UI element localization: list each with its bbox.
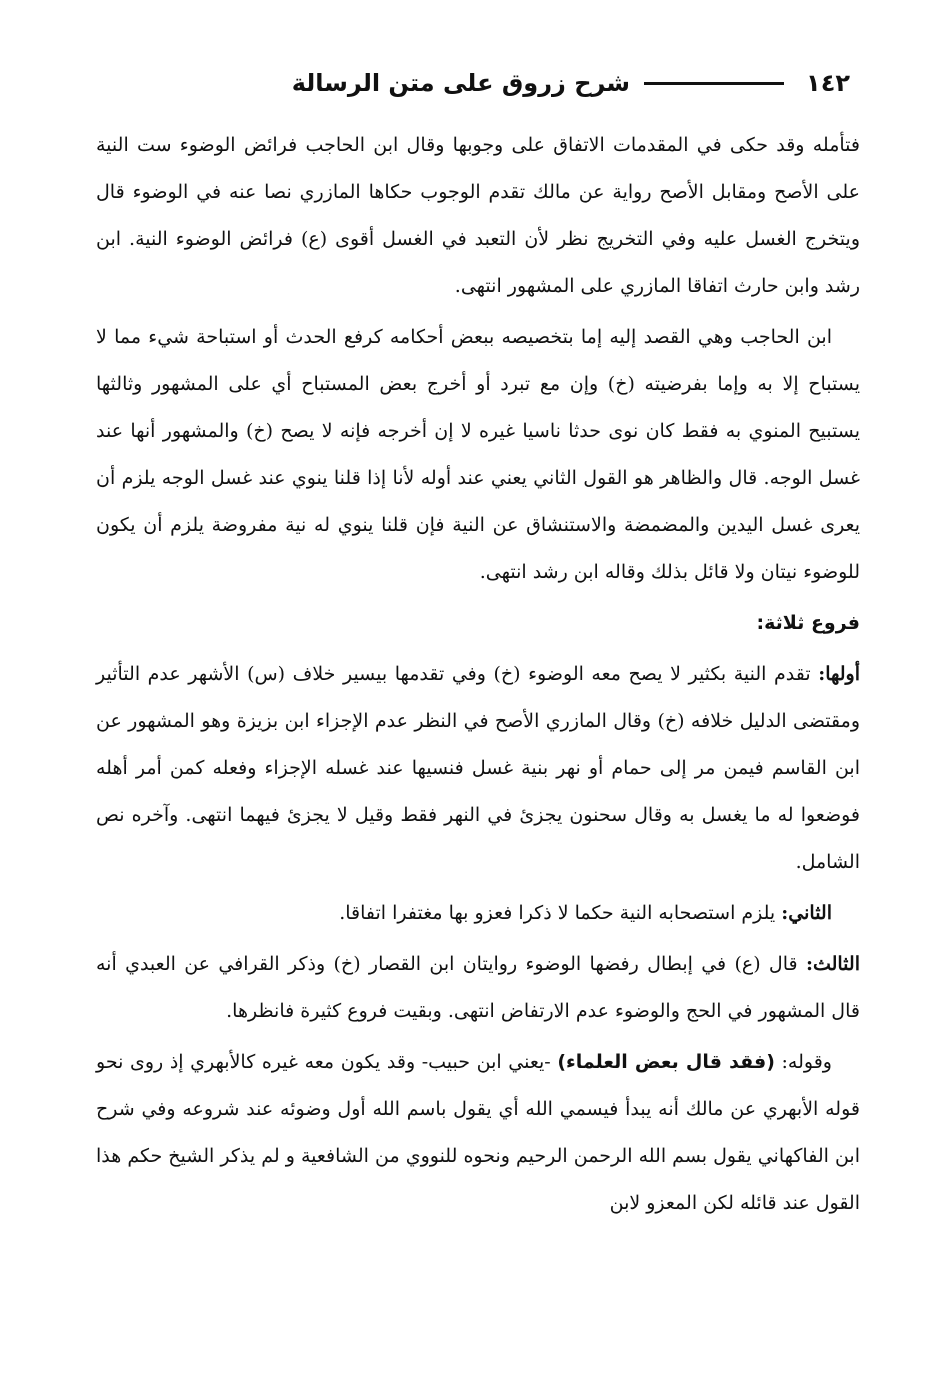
paragraph-lead: الثالث: [805,953,860,975]
page-number: ١٤٢ [806,69,850,97]
paragraph-text: قال (ع) في إبطال رفضها الوضوء روايتان ابن القصار (خ) وذكر القرافي عن العبدي أنه قال المشهور في الحج والوضوء عدم الارتفاض انتهى. وبقيت فروع كثيرة فانظرها. [96,953,860,1022]
paragraph-text: يلزم استصحابه النية حكما لا ذكرا فعزو بها مغتفرا اتفاقا. [339,902,782,924]
running-title: شرح زروق على متن الرسالة [291,69,631,97]
paragraph-lead: أولها: [818,663,860,685]
paragraph-2 [96,314,860,596]
paragraph-commentary [96,1039,860,1227]
paragraph-text: ابن الحاجب وهي القصد إليه إما بتخصيصه ببعض أحكامه كرفع الحدث أو استباحة شيء مما لا يستباح إلا به وإما بفرضيته (خ) وإن مع تبرد أو أخرج بعض المستباح أي على المشهور وثالثها يستبيح المنوي به فقط كان نوى حدثا ناسيا غيره لا إن أخرجه فإنه لا يصح (خ) والمشهور أنها عند غسل الوجه. قال والظاهر هو القول الثاني يعني عند أوله لأنا إذا قلنا ينوي عند غسل الوجه يلزم أن يعرى غسل اليدين والمضمضة والاستنشاق عن النية فإن قلنا ينوي له نية مفروضة يلزم أن يكون للوضوء نيتان ولا قائل بذلك وقاله ابن رشد انتهى. [96,326,861,583]
paragraph-second-branch [96,890,860,937]
page-header [108,62,850,104]
header-rule [644,82,784,85]
paragraph-lead: وقوله: [774,1051,832,1073]
paragraph-text: -يعني ابن حبيب- وقد يكون معه غيره كالأبهري إذ روى نحو قوله الأبهري عن مالك أنه يبدأ فيسمي الله أي يقول باسم الله أول وضوئه عند شروعه وفي شرح ابن الفاكهاني يقول بسم الله الرحمن الرحيم ونحوه للنووي من الشافعية و لم يذكر الشيخ حكم هذا القول عند قائله لكن المعزو لابن [96,1051,860,1214]
body-text [96,122,860,1231]
paragraph-third-branch [96,941,860,1035]
section-heading: فروع ثلاثة: [756,612,860,634]
paragraph-text: فتأمله وقد حكى في المقدمات الاتفاق على وجوبها وقال ابن الحاجب فرائض الوضوء ست النية على الأصح ومقابل الأصح رواية عن مالك تقدم الوجوب حكاها المازري نصا عنه في الوضوء قال ويتخرج الغسل عليه وفي التخريج نظر لأن التعبد في الغسل أقوى (ع) فرائض الوضوء النية. ابن رشد وابن حارث اتفاقا المازري على المشهور انتهى. [96,134,860,297]
paragraph-lead: الثاني: [781,902,832,924]
paragraph-1 [96,122,860,310]
quoted-text: (فقد قال بعض العلماء) [557,1051,775,1073]
paragraph-text: تقدم النية بكثير لا يصح معه الوضوء (خ) وفي تقدمها بيسير خلاف (س) الأشهر عدم التأثير ومقتضى الدليل خلافه (خ) وقال المازري الأصح في النظر عدم الإجزاء ابن بزيزة وهو المشهور عن ابن القاسم فيمن مر إلى حمام أو نهر بنية غسل فنسيها عند غسله الإجزاء وفعله كمن أمر أهله فوضعوا له ما يغسل به وقال سحنون يجزئ في النهر فقط وقيل لا يجزئ فيهما انتهى. وآخره نص الشامل. [96,663,860,873]
paragraph-first-branch [96,651,860,886]
